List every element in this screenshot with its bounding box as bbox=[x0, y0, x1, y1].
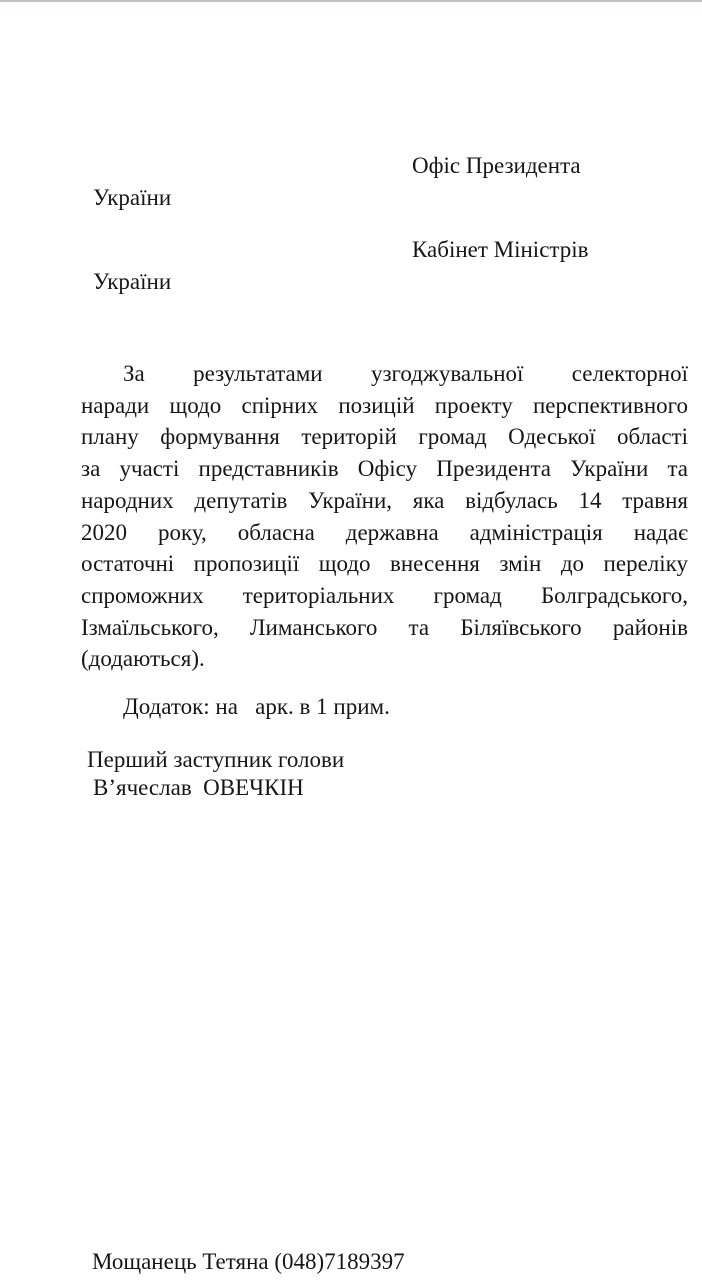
paragraph-line: Ізмаїльського, Лиманського та Біляївського районів bbox=[81, 614, 688, 640]
paragraph-line: наради щодо спірних позицій проекту перспективного bbox=[81, 392, 688, 418]
signature-title: Перший заступник голови bbox=[87, 747, 345, 772]
addressee-line: Офіс Президента bbox=[412, 153, 581, 178]
paragraph-line: За результатами узгоджувальної селекторної bbox=[123, 361, 688, 386]
paragraph-line: остаточні пропозиції щодо внесення змін до переліку bbox=[81, 551, 688, 577]
paragraph-line: плану формування територій громад Одеської області bbox=[81, 424, 688, 450]
addressee-line: України bbox=[93, 185, 172, 210]
addressee-office-of-president bbox=[93, 150, 598, 214]
paragraph-line: (додаються). bbox=[81, 646, 205, 672]
main-paragraph bbox=[81, 358, 688, 675]
top-fade bbox=[0, 2, 702, 13]
paragraph-line: народних депутатів України, яка відбулась 14 травня bbox=[81, 487, 688, 513]
paragraph-line: спроможних територіальних громад Болградського, bbox=[81, 582, 688, 608]
paragraph-line: 2020 року, обласна державна адміністрація надає bbox=[81, 519, 688, 545]
executor-contact: Мощанець Тетяна (048)7189397 bbox=[92, 1249, 405, 1274]
signature-name: В’ячеслав ОВЕЧКІН bbox=[93, 775, 304, 800]
addressee-cabinet-of-ministers bbox=[93, 234, 598, 298]
addressee-line: України bbox=[93, 269, 172, 294]
paragraph-line: за участі представників Офісу Президента України та bbox=[81, 456, 688, 482]
addressee-line: Кабінет Міністрів bbox=[412, 237, 589, 262]
attachment-note: Додаток: на арк. в 1 прим. bbox=[123, 694, 390, 719]
